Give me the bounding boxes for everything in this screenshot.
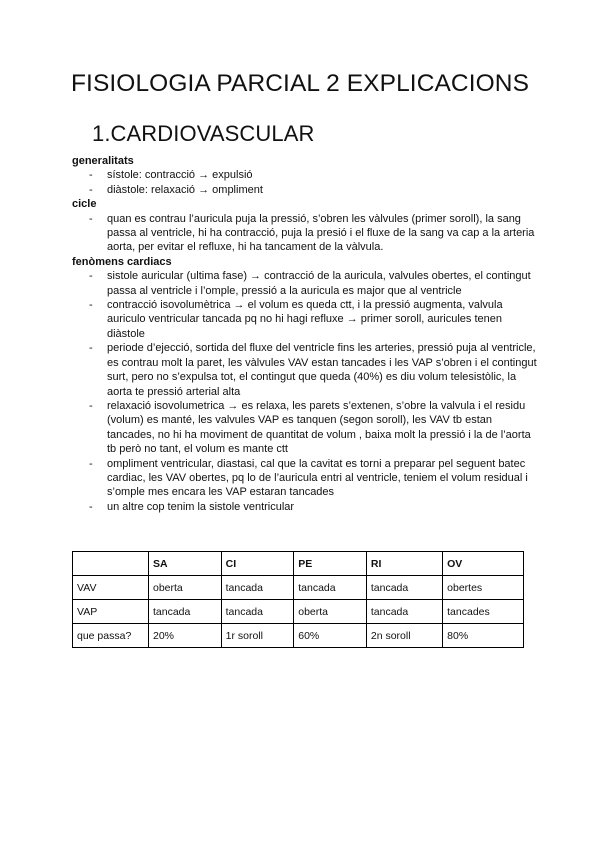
table-cell: oberta (294, 600, 367, 624)
table-cell: obertes (443, 576, 524, 600)
table-cell: tancades (443, 600, 524, 624)
table-cell: que passa? (73, 624, 149, 648)
table-cell: tancada (294, 576, 367, 600)
table-cell: VAV (73, 576, 149, 600)
table-row (73, 624, 524, 648)
table-header-cell: CI (221, 552, 294, 576)
valve-phase-table (72, 551, 524, 648)
list-item: - sistole auricular (ultima fase) → contracció de la auricula, valvules obertes, el contingut passa al ventricle i l’omple, pressió a la auricula es major que al ventricle (72, 269, 542, 298)
list-item: - ompliment ventricular, diastasi, cal que la cavitat es torni a preparar pel seguent batec cardiac, les VAV obertes, pq lo de l’auricula entri al ventricle, teniem el volum residual i s’omple mes encara les VAP estaran tancades (72, 457, 542, 500)
notes-body (72, 154, 542, 514)
table-cell: tancada (366, 600, 442, 624)
list-generalitats (72, 168, 542, 197)
list-item: - relaxació isovolumetrica → es relaxa, les parets s’extenen, s’obre la valvula i el residu (volum) es manté, les valvules VAP es tanquen (segon soroll), les VAV tb estan tancades, no hi ha moviment de quantitat de volum , baixa molt la pressió i la de l’aorta tb però no tant, el volum es mante ctt (72, 399, 542, 457)
list-item: - periode d’ejecció, sortida del fluxe del ventricle fins les arteries, pressió puja al ventricle, es contrau molt la paret, les vàlvules VAV estan tancades i les VAP s’obren i el contingut surt, pero no s’expulsa tot, el contingut que queda (40%) es diu volum telesistòlic, la aorta te pressió arterial alta (72, 341, 542, 399)
list-item: - sístole: contracció → expulsió (72, 168, 542, 182)
table-cell: 2n soroll (366, 624, 442, 648)
table-cell: VAP (73, 600, 149, 624)
table-row (73, 576, 524, 600)
table-cell: tancada (149, 600, 222, 624)
table-cell: tancada (366, 576, 442, 600)
document-title: FISIOLOGIA PARCIAL 2 EXPLICACIONS (70, 70, 530, 97)
section-title: 1.CARDIOVASCULAR (92, 121, 315, 146)
list-fenomens-cardiacs (72, 269, 542, 514)
table-header-cell: PE (294, 552, 367, 576)
list-item: - contracció isovolumètrica → el volum es queda ctt, i la pressió augmenta, valvula auriculo ventricular tancada pq no hi hagi refluxe → primer soroll, auricules tenen diàstole (72, 298, 542, 341)
list-item: - un altre cop tenim la sistole ventricular (72, 500, 542, 514)
list-cicle (72, 212, 542, 255)
table-header-cell: RI (366, 552, 442, 576)
subheading-generalitats: generalitats (72, 155, 134, 167)
table-cell: 1r soroll (221, 624, 294, 648)
table-row (73, 600, 524, 624)
table-cell: oberta (149, 576, 222, 600)
table-cell: 60% (294, 624, 367, 648)
table-cell: 20% (149, 624, 222, 648)
table-header-cell: OV (443, 552, 524, 576)
table-header-cell (73, 552, 149, 576)
table-cell: 80% (443, 624, 524, 648)
list-item: - quan es contrau l’auricula puja la pressió, s’obren les vàlvules (primer soroll), la sang passa al ventricle, hi ha contracció, puja la presió i el fluxe de la sang va cap a la arteria aorta, per evitar el refluxe, hi ha tancament de la vàlvula. (72, 212, 542, 255)
table-header-row (73, 552, 524, 576)
table-header-cell: SA (149, 552, 222, 576)
list-item: - diàstole: relaxació → ompliment (72, 183, 542, 197)
subheading-fenomens-cardiacs: fenòmens cardiacs (72, 255, 172, 268)
table-cell: tancada (221, 600, 294, 624)
table-cell: tancada (221, 576, 294, 600)
subheading-cicle: cicle (72, 198, 97, 211)
